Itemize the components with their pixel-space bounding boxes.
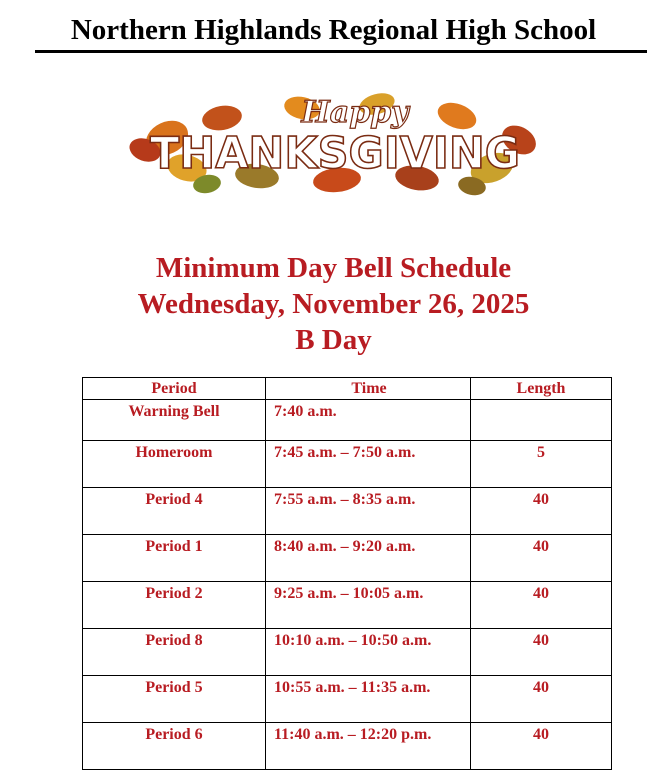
row-period: Period 5 [83,676,266,723]
table-row [83,629,612,676]
row-period: Period 6 [83,723,266,770]
banner-thanksgiving-text: THANKSGIVING [150,128,520,179]
row-period: Period 1 [83,535,266,582]
bell-schedule-table [82,377,612,770]
row-length: 40 [471,488,612,535]
table-header-row [83,378,612,400]
row-time: 7:55 a.m. – 8:35 a.m. [266,488,471,535]
row-length: 40 [471,723,612,770]
table-row [83,582,612,629]
row-time: 7:40 a.m. [266,400,471,441]
header-divider [35,50,647,53]
header-time: Time [266,378,471,400]
schedule-title: Minimum Day Bell Schedule [155,252,512,284]
row-length [471,400,612,441]
row-length: 5 [471,441,612,488]
row-period: Homeroom [83,441,266,488]
table-row [83,676,612,723]
row-length: 40 [471,582,612,629]
row-time: 9:25 a.m. – 10:05 a.m. [266,582,471,629]
row-period: Period 2 [83,582,266,629]
row-period: Period 4 [83,488,266,535]
row-time: 10:55 a.m. – 11:35 a.m. [266,676,471,723]
row-length: 40 [471,676,612,723]
banner-happy-text: Happy [301,95,409,130]
row-length: 40 [471,629,612,676]
table-row [83,488,612,535]
row-period: Period 8 [83,629,266,676]
header-length: Length [471,378,612,400]
row-time: 10:10 a.m. – 10:50 a.m. [266,629,471,676]
schedule-day-type: B Day [295,324,372,356]
header-period: Period [83,378,266,400]
row-time: 8:40 a.m. – 9:20 a.m. [266,535,471,582]
thanksgiving-banner [127,88,543,200]
table-row [83,723,612,770]
school-name: Northern Highlands Regional High School [70,14,597,46]
table-row [83,441,612,488]
row-time: 11:40 a.m. – 12:20 p.m. [266,723,471,770]
row-time: 7:45 a.m. – 7:50 a.m. [266,441,471,488]
table-row [83,535,612,582]
row-length: 40 [471,535,612,582]
row-period: Warning Bell [83,400,266,441]
table-row [83,400,612,441]
schedule-date: Wednesday, November 26, 2025 [137,288,530,320]
